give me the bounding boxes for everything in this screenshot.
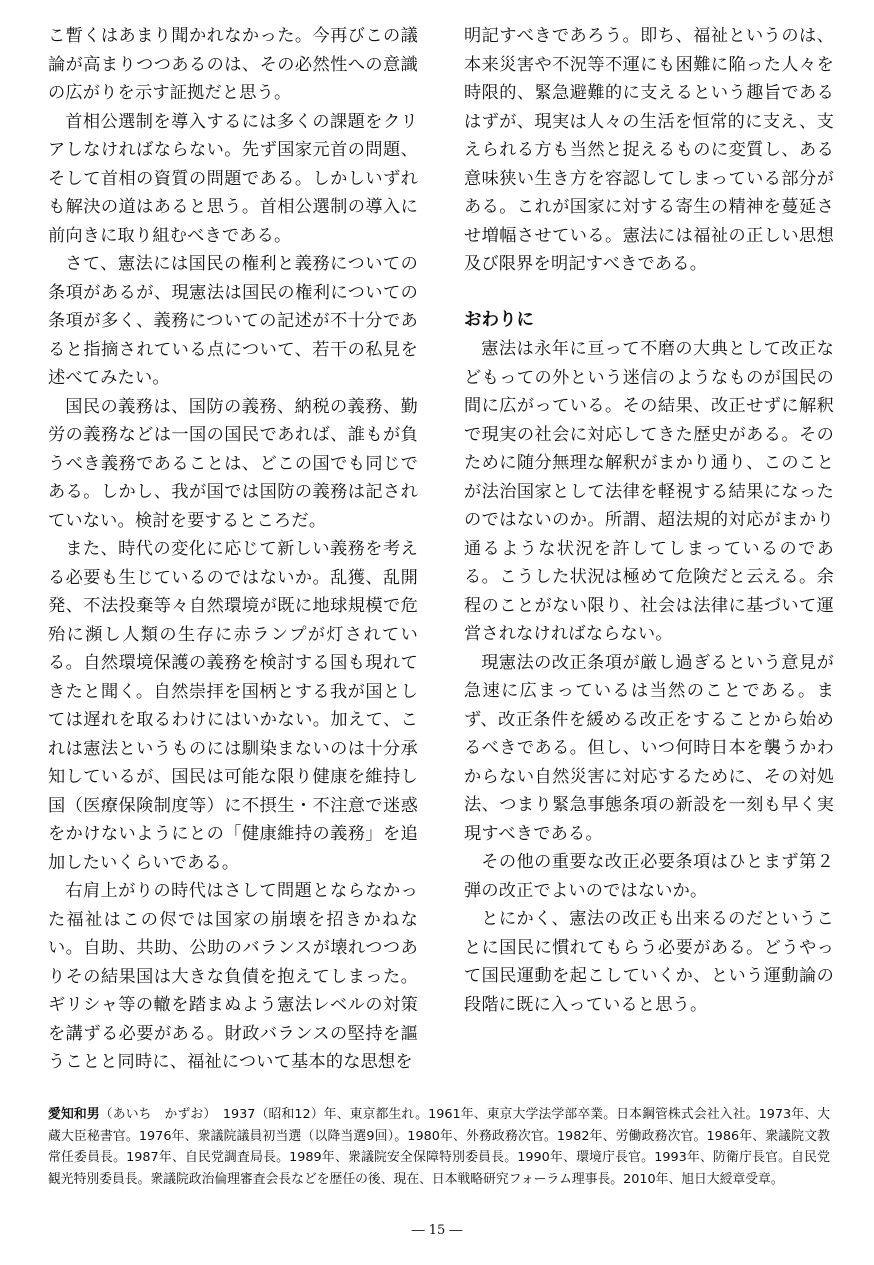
paragraph: とにかく、憲法の改正も出来るのだということに国民に慣れてもらう必要がある。どうやって国民運動を起こしていくか、という運動論の段階に既に入っていると思う。 xyxy=(464,909,834,1015)
left-column xyxy=(48,22,418,1077)
paragraph: 明記すべきであろう。即ち、福祉というのは、本来災害や不況等不運にも困難に陥った人々を時限的、緊急避難的に支えるという趣旨であるはずが、現実は人々の生活を恒常的に支え、支えられる方も当然と捉えるものに変質し、ある意味狭い生き方を容認してしまっている部分がある。これが国家に対する寄生の精神を蔓延させ増幅させている。憲法には福祉の正しい思想及び限界を明記すべきである。 xyxy=(464,26,834,274)
paragraph: 憲法は永年に亘って不磨の大典として改正などもっての外という迷信のようなものが国民の間に広がっている。その結果、改正せずに解釈で現実の社会に対応してきた歴史がある。そのために随分無理な解釈がまかり通り、このことが法治国家として法律を軽視する結果になったのではないのか。所謂、超法規的対応がまかり通るような状況を許してしまっているのである。こうした状況は極めて危険だと云える。余程のことがない限り、社会は法律に基づいて運営されなければならない。 xyxy=(464,339,834,644)
paragraph: 首相公選制を導入するには多くの課題をクリアしなければならない。先ず国家元首の問題、そして首相の資質の問題である。しかしいずれも解決の道はあると思う。首相公選制の導入に前向きに取り組むべきである。 xyxy=(48,111,418,246)
author-bio-text: （あいち かずお） 1937（昭和12）年、東京都生れ。1961年、東京大学法学部卒業。日本鋼管株式会社入社。1973年、大蔵大臣秘書官。1976年、衆議院議員初当選（以降当選9回）。1980年、外務政務次官。1982年、労働政務次官。1986年、衆議院文教常任委員長。1987年、自民党調査局長。1989年、衆議院安全保障特別委員長。1990年、環境庁長官。1993年、防衛庁長官。自民党観光特別委員長。衆議院政治倫理審査会長などを歴任の後、現在、日本戦略研究フォーラム理事長。2010年、旭日大綬章受章。 xyxy=(48,1107,831,1187)
author-name: 愛知和男 xyxy=(48,1107,100,1122)
paragraph: さて、憲法には国民の権利と義務についての条項があるが、現憲法は国民の権利についての条項が多く、義務についての記述が不十分であると指摘されている点について、若干の私見を述べてみたい。 xyxy=(48,254,418,388)
author-bio xyxy=(48,1104,830,1190)
section-heading: おわりに xyxy=(464,309,534,330)
paragraph: 国民の義務は、国防の義務、納税の義務、勤労の義務などは一国の国民であれば、誰もが負うべき義務であることは、どこの国でも同じである。しかし、我が国では国防の義務は記されていない。検討を要するところだ。 xyxy=(48,396,418,531)
paragraph: 右肩上がりの時代はさして問題とならなかった福祉はこの侭では国家の崩壊を招きかねない。自助、共助、公助のバランスが壊れつつありその結果国は大きな負債を抱えてしまった。ギリシャ等の轍を踏まぬよう憲法レベルの対策を講ずる必要がある。財政バランスの堅持を謳うことと同時に、福祉について基本的な思想を xyxy=(48,881,418,1072)
paragraph: 現憲法の改正条項が厳し過ぎるという意見が急速に広まっているは当然のことである。まず、改正条件を緩める改正をすることから始めるべきである。但し、いつ何時日本を襲うかわからない自然災害に対応するために、その対処法、つまり緊急事態条項の新設を一刻も早く実現すべきである。 xyxy=(464,652,834,844)
paragraph: また、時代の変化に応じて新しい義務を考える必要も生じているのではないか。乱獲、乱開発、不法投棄等々自然環境が既に地球規模で危殆に瀕し人類の生存に赤ランプが灯されている。自然環境保護の義務を検討する国も現れてきたと聞く。自然崇拝を国柄とする我が国としては遅れを取るわけにはいかない。加えて、これは憲法というものには馴染まないのは十分承知しているが、国民は可能な限り健康を維持し国（医療保険制度等）に不摂生・不注意で迷惑をかけないようにとの「健康維持の義務」を追加したいくらいである。 xyxy=(48,539,418,873)
right-column xyxy=(464,22,834,1019)
page-number: ― 15 ― xyxy=(411,1223,463,1238)
paragraph: その他の重要な改正必要条項はひとまず第２弾の改正でよいのではないか。 xyxy=(464,852,834,901)
paragraph: こ暫くはあまり聞かれなかった。今再びこの議論が高まりつつあるのは、その必然性への意識の広がりを示す証拠だと思う。 xyxy=(48,26,418,103)
